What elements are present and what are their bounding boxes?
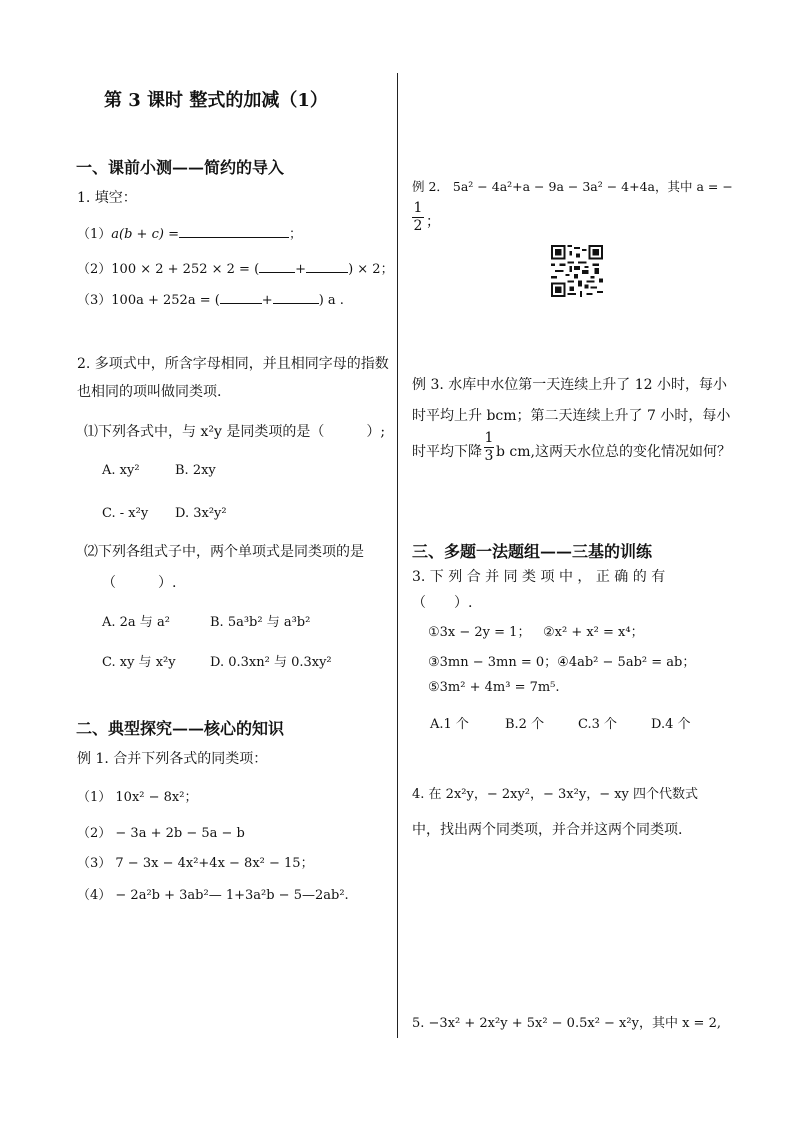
- qr-code-icon: [551, 245, 603, 297]
- answer-blank[interactable]: [273, 291, 319, 304]
- option-a: A. 2a 与 a²: [102, 615, 170, 630]
- fraction-numerator: 1: [413, 200, 423, 216]
- example-1-item-2: （2） − 3a + 2b − 5a − b: [77, 826, 245, 841]
- question-3-choice-a: A.1 个: [430, 717, 469, 732]
- section-heading-2: 二、典型探究——核心的知识: [76, 719, 285, 738]
- question-2-text-line-2: 也相同的项叫做同类项.: [77, 384, 222, 400]
- example-2-end: ；: [426, 214, 440, 230]
- question-2-1: ⑴下列各式中，与 x²y 是同类项的是（ ）;: [84, 424, 386, 440]
- question-5: 5. −3x² + 2x²y + 5x² − 0.5x² − x²y，其中 x = 2,: [412, 1016, 721, 1031]
- answer-blank[interactable]: [220, 291, 262, 304]
- example-3-line-1: 例 3. 水库中水位第一天连续上升了 12 小时，每小: [412, 377, 727, 393]
- math-expression: 100 × 2 + 252 × 2 = (: [111, 262, 260, 277]
- option-b: B. 2xy: [175, 463, 216, 478]
- section-heading-1: 一、课前小测——简约的导入: [76, 158, 285, 177]
- column-divider: [397, 73, 398, 1038]
- example-2: 例 2． 5a² − 4a²+a − 9a − 3a² − 4+4a，其中 a = −: [412, 179, 733, 194]
- answer-paren: （ ）.: [102, 575, 177, 591]
- fraction-denominator: 2: [413, 218, 423, 234]
- item-end: ) × 2；: [348, 262, 394, 277]
- option-c: C. xy 与 x²y: [102, 655, 176, 670]
- answer-blank[interactable]: [259, 260, 295, 273]
- example-3-line-2: 时平均上升 bcm；第二天连续上升了 7 小时，每小: [412, 408, 731, 424]
- question-3-choice-b: B.2 个: [505, 717, 545, 732]
- question-3-choice-d: D.4 个: [651, 717, 691, 732]
- question-2-2: ⑵下列各组式子中，两个单项式是同类项的是: [84, 544, 364, 560]
- section-heading-3: 三、多题一法题组——三基的训练: [412, 542, 653, 561]
- item-prefix: （3）: [77, 293, 112, 308]
- item-end: ) a .: [318, 293, 344, 308]
- example-1-item-4: （4） − 2a²b + 3ab²— 1+3a²b − 5—2ab².: [77, 888, 349, 903]
- option-c: C. - x²y: [102, 506, 149, 521]
- option-b: B. 5a³b² 与 a³b²: [210, 615, 311, 630]
- answer-blank[interactable]: [179, 225, 289, 238]
- fraction: [484, 430, 494, 464]
- option-d: D. 0.3xn² 与 0.3xy²: [210, 655, 332, 670]
- option-a: A. xy²: [102, 463, 140, 478]
- answer-blank[interactable]: [306, 260, 348, 273]
- item-prefix: （1）: [77, 227, 112, 242]
- example-3-line-3: 时平均下降: [412, 444, 482, 460]
- question-3-option-1: ①3x − 2y = 1；: [428, 625, 531, 640]
- question-1-item-1: [77, 223, 302, 242]
- option-d: D. 3x²y²: [175, 506, 227, 521]
- item-end: ；: [288, 227, 302, 242]
- math-expression: 100a + 252a = (: [111, 293, 220, 308]
- question-3-option-5: ⑤3m² + 4m³ = 7m⁵.: [428, 680, 560, 695]
- question-4-line-1: 4. 在 2x²y，− 2xy²，− 3x²y，− xy 四个代数式: [412, 787, 699, 802]
- item-prefix: （2）: [77, 262, 112, 277]
- question-3-option-3-4: ③3mn − 3mn = 0；④4ab² − 5ab² = ab；: [428, 655, 696, 670]
- question-3-line-2: （ ）.: [412, 595, 473, 611]
- example-3-line-3-end: b cm,这两天水位总的变化情况如何？: [496, 444, 731, 460]
- example-1-item-3: （3） 7 − 3x − 4x²+4x − 8x² − 15；: [77, 856, 314, 871]
- plus-sign: +: [261, 293, 273, 308]
- question-3-choice-c: C.3 个: [578, 717, 618, 732]
- math-expression: a(b + c) =: [111, 227, 179, 242]
- page-title: 第 3 课时 整式的加减（1）: [104, 90, 328, 111]
- fraction-denominator: 3: [484, 448, 494, 464]
- question-3-line-1: 3. 下 列 合 并 同 类 项 中 ， 正 确 的 有: [412, 569, 666, 585]
- question-1-item-3: [77, 289, 344, 308]
- fraction-numerator: 1: [484, 430, 494, 446]
- question-1-item-2: [77, 258, 394, 277]
- question-1-label: 1. 填空：: [77, 190, 137, 206]
- question-4-line-2: 中，找出两个同类项，并合并这两个同类项.: [412, 822, 683, 838]
- fraction: [412, 200, 424, 234]
- example-1: 例 1. 合并下列各式的同类项：: [77, 751, 268, 767]
- question-2-text-line-1: 2. 多项式中，所含字母相同，并且相同字母的指数: [77, 356, 389, 372]
- plus-sign: +: [295, 262, 307, 277]
- example-1-item-1: （1） 10x² − 8x²；: [77, 790, 198, 805]
- question-3-option-2: ②x² + x² = x⁴；: [543, 625, 644, 640]
